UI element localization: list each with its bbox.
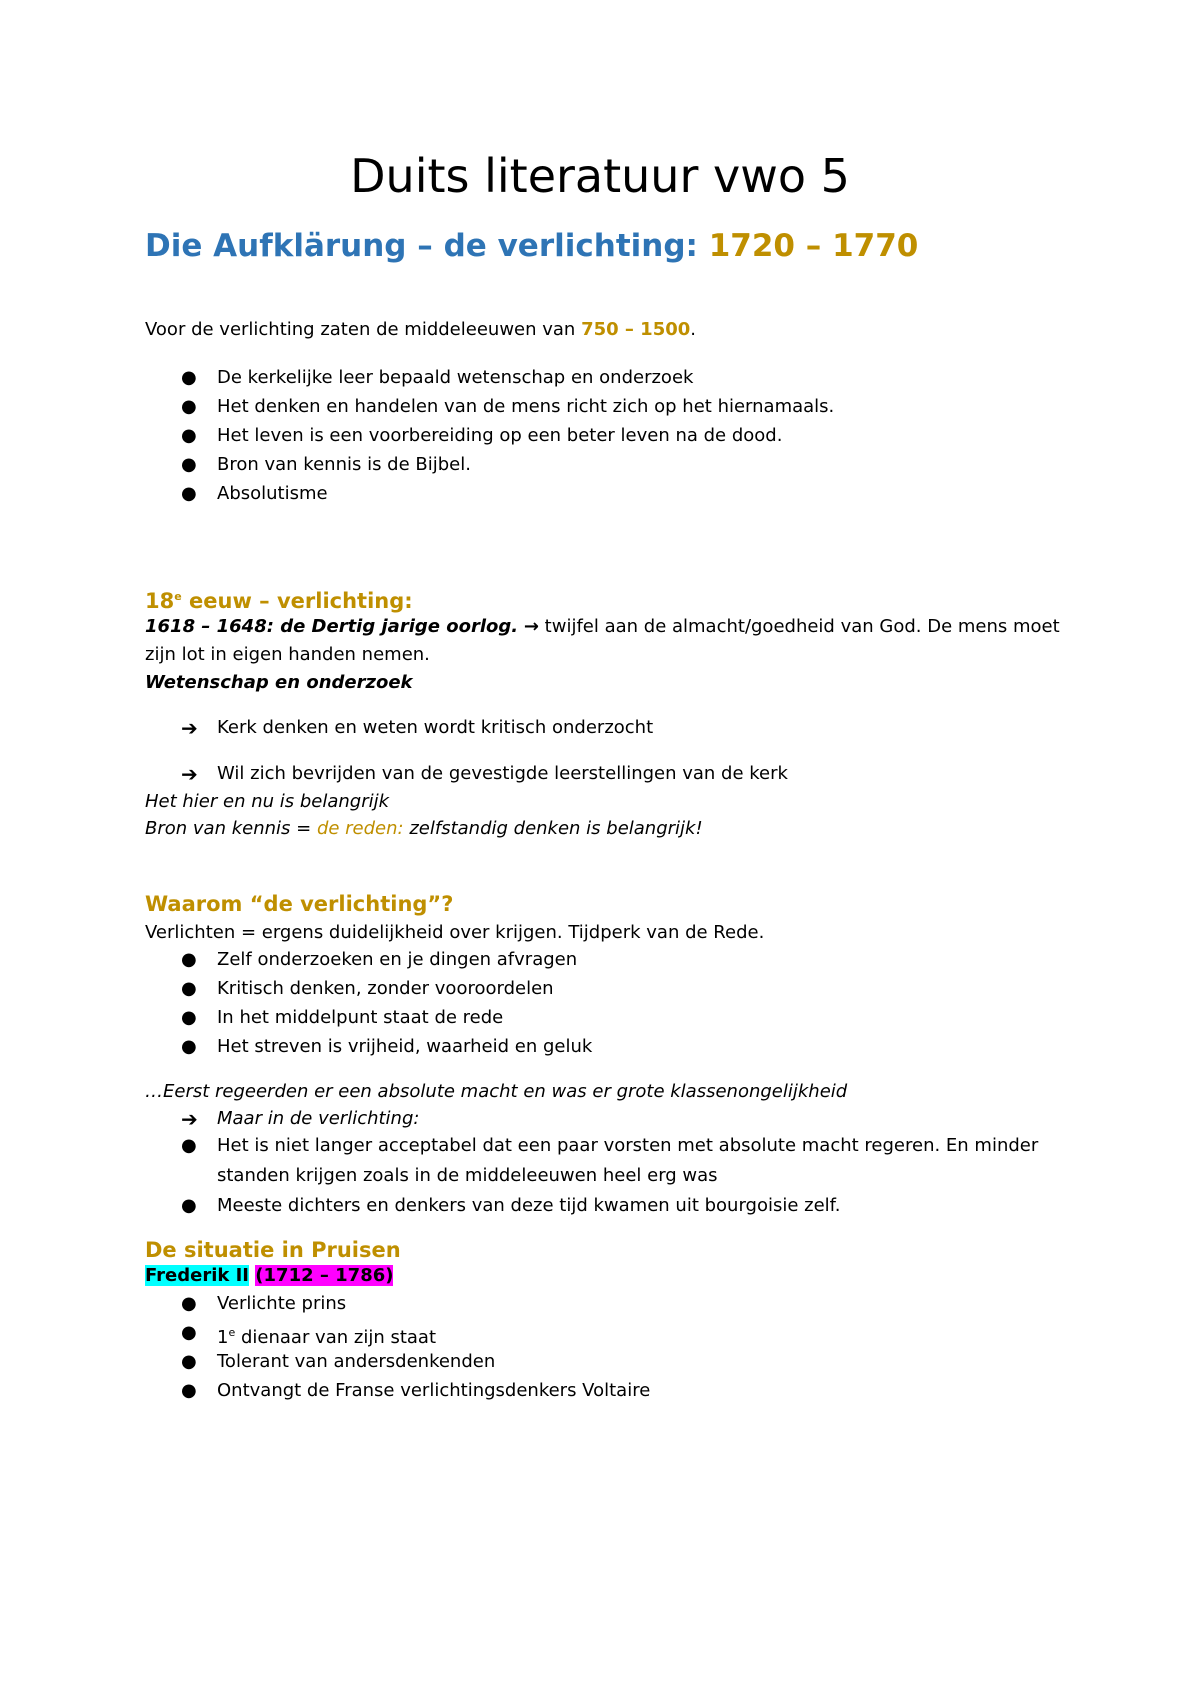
bullet-icon: ●: [181, 1380, 197, 1401]
bullet-icon: ●: [181, 454, 197, 475]
section-heading-prussia: De situatie in Pruisen: [145, 1238, 401, 1262]
bullet-icon: ●: [181, 396, 197, 417]
list-item: Ontvangt de Franse verlichtingsdenkers Voltaire: [217, 1380, 651, 1401]
frederik-years: (1712 – 1786): [255, 1265, 394, 1286]
source-pre: Bron van kennis =: [145, 818, 317, 839]
science-label: Wetenschap en onderzoek: [145, 672, 413, 693]
list-item-continued: standen krijgen zoals in de middeleeuwen heel erg was: [217, 1165, 718, 1186]
arrow-item: Wil zich bevrijden van de gevestigde leerstellingen van de kerk: [217, 763, 788, 784]
ordinal-number: 1: [217, 1327, 229, 1348]
list-item: Het is niet langer acceptabel dat een paar vorsten met absolute macht regeren. En minder: [217, 1135, 1039, 1156]
list-item: [217, 1321, 436, 1350]
list-item: De kerkelijke leer bepaald wetenschap en onderzoek: [217, 367, 694, 388]
subtitle-years: 1720 – 1770: [708, 228, 919, 264]
but-enlightenment: Maar in de verlichting:: [217, 1108, 420, 1129]
heading-number: 18: [145, 589, 175, 613]
heading-rest: eeuw – verlichting:: [181, 589, 413, 613]
ordinal-sup: e: [228, 1326, 236, 1339]
bullet-icon: ●: [181, 1293, 197, 1314]
source-post: zelfstandig denken is belangrijk!: [403, 818, 703, 839]
intro-years: 750 – 1500: [581, 319, 691, 340]
arrow-item: Kerk denken en weten wordt kritisch onderzocht: [217, 717, 654, 738]
bullet-icon: ●: [181, 1351, 197, 1372]
arrow-icon: ➔: [181, 716, 198, 740]
first-ruled-line: …Eerst regeerden er een absolute macht en was er grote klassenongelijkheid: [145, 1081, 848, 1102]
list-item: Bron van kennis is de Bijbel.: [217, 454, 471, 475]
bullet-icon: ●: [181, 949, 197, 970]
definition-line: Verlichten = ergens duidelijkheid over krijgen. Tijdperk van de Rede.: [145, 922, 765, 943]
war-line-2: zijn lot in eigen handen nemen.: [145, 644, 430, 665]
bullet-icon: ●: [181, 1036, 197, 1057]
intro-end: .: [690, 319, 697, 340]
source-line: [145, 817, 703, 841]
war-text: twijfel aan de almacht/goedheid van God. De mens moet: [538, 616, 1060, 637]
frederik-name: Frederik II: [145, 1265, 250, 1286]
list-item: Het denken en handelen van de mens richt zich op het hiernamaals.: [217, 396, 835, 417]
bullet-icon: ●: [181, 425, 197, 446]
section-heading-why: Waarom “de verlichting”?: [145, 892, 454, 916]
war-title: 1618 – 1648: de Dertig jarige oorlog.: [145, 616, 519, 637]
war-line: [145, 615, 1060, 639]
list-item: Absolutisme: [217, 483, 328, 504]
list-item: Kritisch denken, zonder vooroordelen: [217, 978, 554, 999]
bullet-icon: ●: [181, 483, 197, 504]
frederik-line: [145, 1264, 393, 1288]
intro-line: [145, 318, 696, 342]
here-now-line: Het hier en nu is belangrijk: [145, 791, 390, 812]
list-item: Meeste dichters en denkers van deze tijd kwamen uit bourgoisie zelf.: [217, 1195, 841, 1216]
bullet-icon: ●: [181, 1322, 197, 1343]
section-heading-18th-century: [145, 583, 413, 615]
bullet-icon: ●: [181, 1007, 197, 1028]
bullet-icon: ●: [181, 978, 197, 999]
document-title: Duits literatuur vwo 5: [350, 149, 850, 203]
list-item: In het middelpunt staat de rede: [217, 1007, 504, 1028]
arrow-icon: →: [523, 616, 539, 637]
bullet-icon: ●: [181, 1195, 197, 1216]
list-item: Tolerant van andersdenkenden: [217, 1351, 496, 1372]
list-item: Het streven is vrijheid, waarheid en geluk: [217, 1036, 593, 1057]
source-reason: de reden:: [316, 818, 404, 839]
list-item: Zelf onderzoeken en je dingen afvragen: [217, 949, 578, 970]
arrow-icon: ➔: [181, 762, 198, 786]
intro-text: Voor de verlichting zaten de middeleeuwen van: [145, 319, 576, 340]
arrow-icon: ➔: [181, 1107, 198, 1131]
subtitle: [145, 226, 918, 266]
list-item-text: dienaar van zijn staat: [240, 1327, 437, 1348]
bullet-icon: ●: [181, 367, 197, 388]
list-item: Het leven is een voorbereiding op een beter leven na de dood.: [217, 425, 783, 446]
bullet-icon: ●: [181, 1135, 197, 1156]
list-item: Verlichte prins: [217, 1293, 347, 1314]
subtitle-text: Die Aufklärung – de verlichting:: [145, 228, 698, 264]
heading-sup: e: [174, 590, 182, 603]
